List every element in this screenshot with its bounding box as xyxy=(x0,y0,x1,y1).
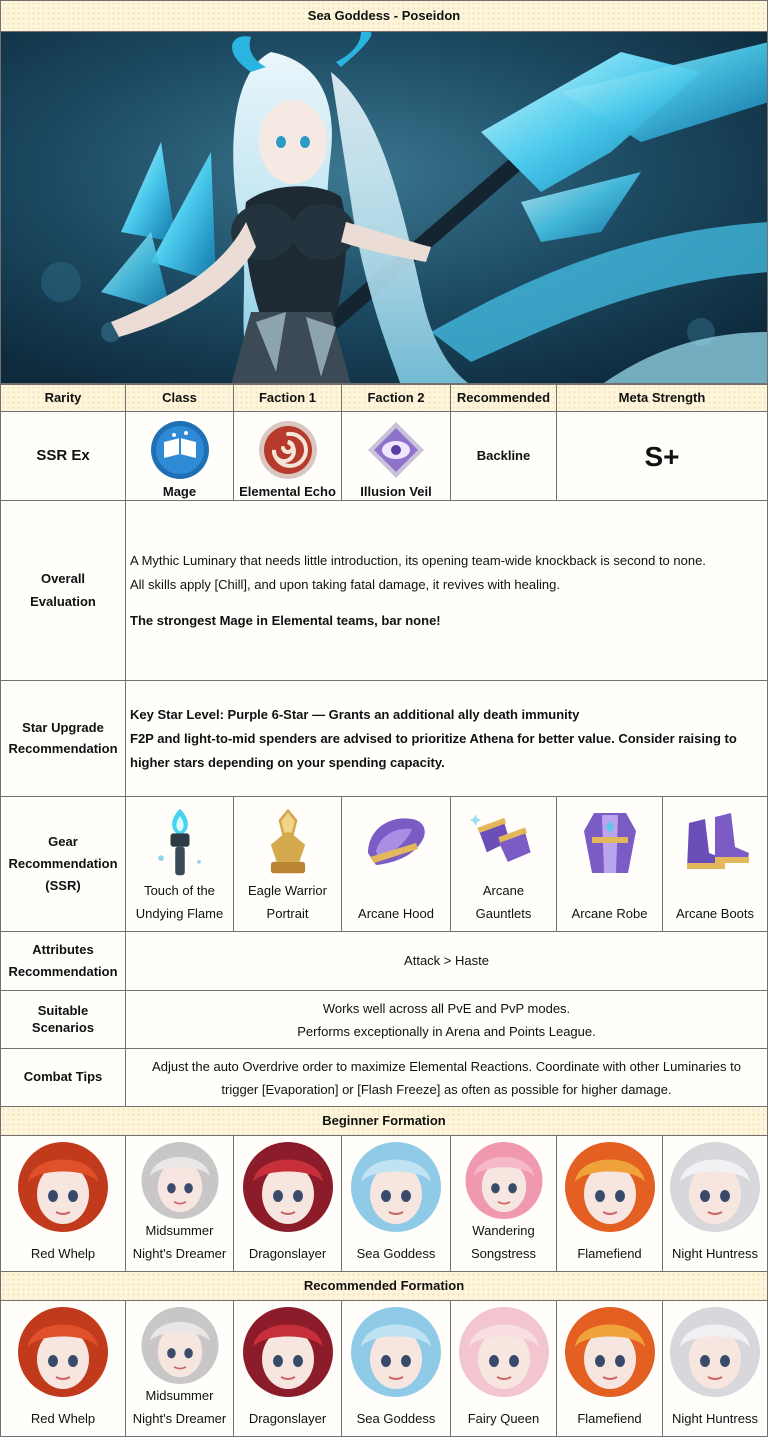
gear-slot-3 xyxy=(341,796,451,932)
formation-member xyxy=(125,1300,234,1437)
sea-goddess-illustration xyxy=(1,32,768,384)
character-portrait xyxy=(243,1142,333,1232)
gear-label-line2: Recommendation xyxy=(8,855,118,871)
character-portrait xyxy=(135,1307,225,1384)
character-portrait xyxy=(135,1142,225,1219)
formation-member xyxy=(450,1300,557,1437)
attributes-value-cell xyxy=(125,931,768,991)
header-recommended-label: Recommended xyxy=(456,389,551,405)
gear-1-name-line2: Undying Flame xyxy=(135,906,224,921)
gear-2-name-line1: Eagle Warrior xyxy=(248,883,327,898)
character-portrait xyxy=(670,1142,760,1232)
rarity-cell xyxy=(0,411,126,501)
hero-artwork xyxy=(0,31,768,384)
gear-label-line3: (SSR) xyxy=(45,878,81,894)
header-class-label: Class xyxy=(162,389,197,405)
formation-member xyxy=(662,1300,768,1437)
header-recommended xyxy=(450,384,557,412)
class-value: Mage xyxy=(162,484,197,499)
member-name-line1: Midsummer xyxy=(145,1223,214,1238)
gear-label-cell xyxy=(0,796,126,932)
overall-label-line2: Evaluation xyxy=(30,593,96,609)
header-rarity xyxy=(0,384,126,412)
member-name-line1: Night Huntress xyxy=(672,1411,758,1426)
scenarios-label-cell xyxy=(0,990,126,1049)
gear-3-name: Arcane Hood xyxy=(358,906,434,921)
golden-statue-icon xyxy=(248,803,328,879)
swirl-emblem-icon xyxy=(258,420,318,480)
member-name-line1: Midsummer xyxy=(145,1388,214,1403)
star-label-cell xyxy=(0,680,126,797)
recommended-formation-header xyxy=(0,1271,768,1301)
gear-slot-4 xyxy=(450,796,557,932)
member-name-line1: Night Huntress xyxy=(672,1246,758,1261)
position-value: Backline xyxy=(476,447,531,463)
formation-member xyxy=(662,1135,768,1272)
page-title: Sea Goddess - Poseidon xyxy=(307,7,461,23)
tips-line2: trigger [Evaporation] or [Flash Freeze] as often as possible for higher damage. xyxy=(221,1081,672,1097)
rarity-value: SSR Ex xyxy=(36,446,90,464)
scenarios-text-cell xyxy=(125,990,768,1049)
faction1-cell xyxy=(233,411,342,501)
character-portrait xyxy=(670,1307,760,1397)
arcane-boots-icon xyxy=(675,803,755,883)
member-name-line1: Flamefiend xyxy=(577,1411,642,1426)
member-name-line1: Dragonslayer xyxy=(248,1411,327,1426)
formation-member xyxy=(341,1300,451,1437)
overall-label-line1: Overall xyxy=(40,571,86,587)
gear-slot-1 xyxy=(125,796,234,932)
attributes-value: Attack > Haste xyxy=(404,952,489,968)
gear-slot-5 xyxy=(556,796,663,932)
arcane-hood-icon xyxy=(356,803,436,883)
star-text-line2: F2P and light-to-mid spenders are advised to prioritize Athena for better value. Consider raising to xyxy=(130,730,737,746)
scenarios-line1: Works well across all PvE and PvP modes. xyxy=(322,1000,571,1016)
header-meta-label: Meta Strength xyxy=(618,389,706,405)
formation-member xyxy=(0,1135,126,1272)
member-name-line1: Sea Goddess xyxy=(356,1246,436,1261)
overall-label-cell xyxy=(0,500,126,681)
header-faction1-label: Faction 1 xyxy=(258,389,317,405)
character-portrait xyxy=(351,1307,441,1397)
character-portrait xyxy=(351,1142,441,1232)
member-name-line1: Dragonslayer xyxy=(248,1246,327,1261)
faction2-value: Illusion Veil xyxy=(360,484,432,499)
tips-line1: Adjust the auto Overdrive order to maximize Elemental Reactions. Coordinate with other Luminaries to xyxy=(152,1058,741,1074)
character-portrait xyxy=(565,1307,655,1397)
gear-slot-2 xyxy=(233,796,342,932)
mage-book-icon xyxy=(150,420,210,480)
star-label-line1: Star Upgrade xyxy=(22,720,104,736)
beginner-formation-header xyxy=(0,1106,768,1136)
attributes-label-line1: Attributes xyxy=(32,941,94,957)
faction1-value: Elemental Echo xyxy=(239,484,336,499)
member-name-line2: Songstress xyxy=(470,1246,537,1261)
meta-strength-value: S+ xyxy=(644,440,680,472)
header-faction2 xyxy=(341,384,451,412)
overall-text-line2: All skills apply [Chill], and upon taking fatal damage, it revives with healing. xyxy=(130,576,560,592)
gear-4-name-line1: Arcane xyxy=(482,883,525,898)
overall-highlight: The strongest Mage in Elemental teams, bar none! xyxy=(130,612,441,628)
member-name-line2: Night's Dreamer xyxy=(132,1246,227,1261)
overall-text-line1: A Mythic Luminary that needs little introduction, its opening team-wide knockback is second to none. xyxy=(130,552,706,568)
gear-5-name: Arcane Robe xyxy=(571,906,648,921)
member-name-line1: Red Whelp xyxy=(30,1246,96,1261)
member-name-line1: Red Whelp xyxy=(30,1411,96,1426)
formation-member xyxy=(450,1135,557,1272)
formation-member xyxy=(233,1300,342,1437)
character-portrait xyxy=(459,1142,549,1219)
tips-label: Combat Tips xyxy=(23,1069,103,1085)
scenarios-line2: Performs exceptionally in Arena and Points League. xyxy=(297,1023,596,1039)
gear-label-line1: Gear xyxy=(48,833,78,849)
class-cell xyxy=(125,411,234,501)
arcane-robe-icon xyxy=(570,803,650,883)
star-text-line3: higher stars depending on your spending capacity. xyxy=(130,754,445,770)
member-name-line1: Sea Goddess xyxy=(356,1411,436,1426)
formation-member xyxy=(0,1300,126,1437)
formation-member xyxy=(341,1135,451,1272)
tips-label-cell xyxy=(0,1048,126,1107)
overall-text-cell xyxy=(125,500,768,681)
member-name-line2: Night's Dreamer xyxy=(132,1411,227,1426)
member-name-line1: Flamefiend xyxy=(577,1246,642,1261)
character-portrait xyxy=(243,1307,333,1397)
scenarios-label: Suitable Scenarios xyxy=(31,1003,95,1035)
gear-1-name-line1: Touch of the xyxy=(144,883,215,898)
flame-torch-icon xyxy=(140,803,220,879)
character-portrait xyxy=(459,1307,549,1397)
character-portrait xyxy=(18,1142,108,1232)
member-name-line1: Wandering xyxy=(472,1223,535,1238)
header-class xyxy=(125,384,234,412)
attributes-label-cell xyxy=(0,931,126,991)
arcane-gauntlets-icon xyxy=(464,803,544,879)
beginner-formation-title: Beginner Formation xyxy=(322,1112,446,1128)
formation-member xyxy=(233,1135,342,1272)
attributes-label-line2: Recommendation xyxy=(8,964,118,979)
meta-cell xyxy=(556,411,768,501)
gear-6-name: Arcane Boots xyxy=(675,906,755,921)
header-faction2-label: Faction 2 xyxy=(367,389,425,405)
star-text-line1: Key Star Level: Purple 6-Star — Grants an additional ally death immunity xyxy=(130,706,580,722)
position-cell xyxy=(450,411,557,501)
tips-text-cell xyxy=(125,1048,768,1107)
formation-member xyxy=(556,1300,663,1437)
header-meta xyxy=(556,384,768,412)
star-label-line2: Recommendation xyxy=(8,740,118,756)
header-faction1 xyxy=(233,384,342,412)
title-bar xyxy=(0,0,768,32)
eye-emblem-icon xyxy=(366,420,426,480)
formation-member xyxy=(125,1135,234,1272)
member-name-line1: Fairy Queen xyxy=(467,1411,540,1426)
character-portrait xyxy=(18,1307,108,1397)
recommended-formation-title: Recommended Formation xyxy=(303,1277,465,1293)
formation-member xyxy=(556,1135,663,1272)
header-rarity-label: Rarity xyxy=(44,389,82,405)
gear-4-name-line2: Gauntlets xyxy=(475,906,532,921)
faction2-cell xyxy=(341,411,451,501)
star-text-cell xyxy=(125,680,768,797)
gear-2-name-line2: Portrait xyxy=(266,906,309,921)
gear-slot-6 xyxy=(662,796,768,932)
character-portrait xyxy=(565,1142,655,1232)
